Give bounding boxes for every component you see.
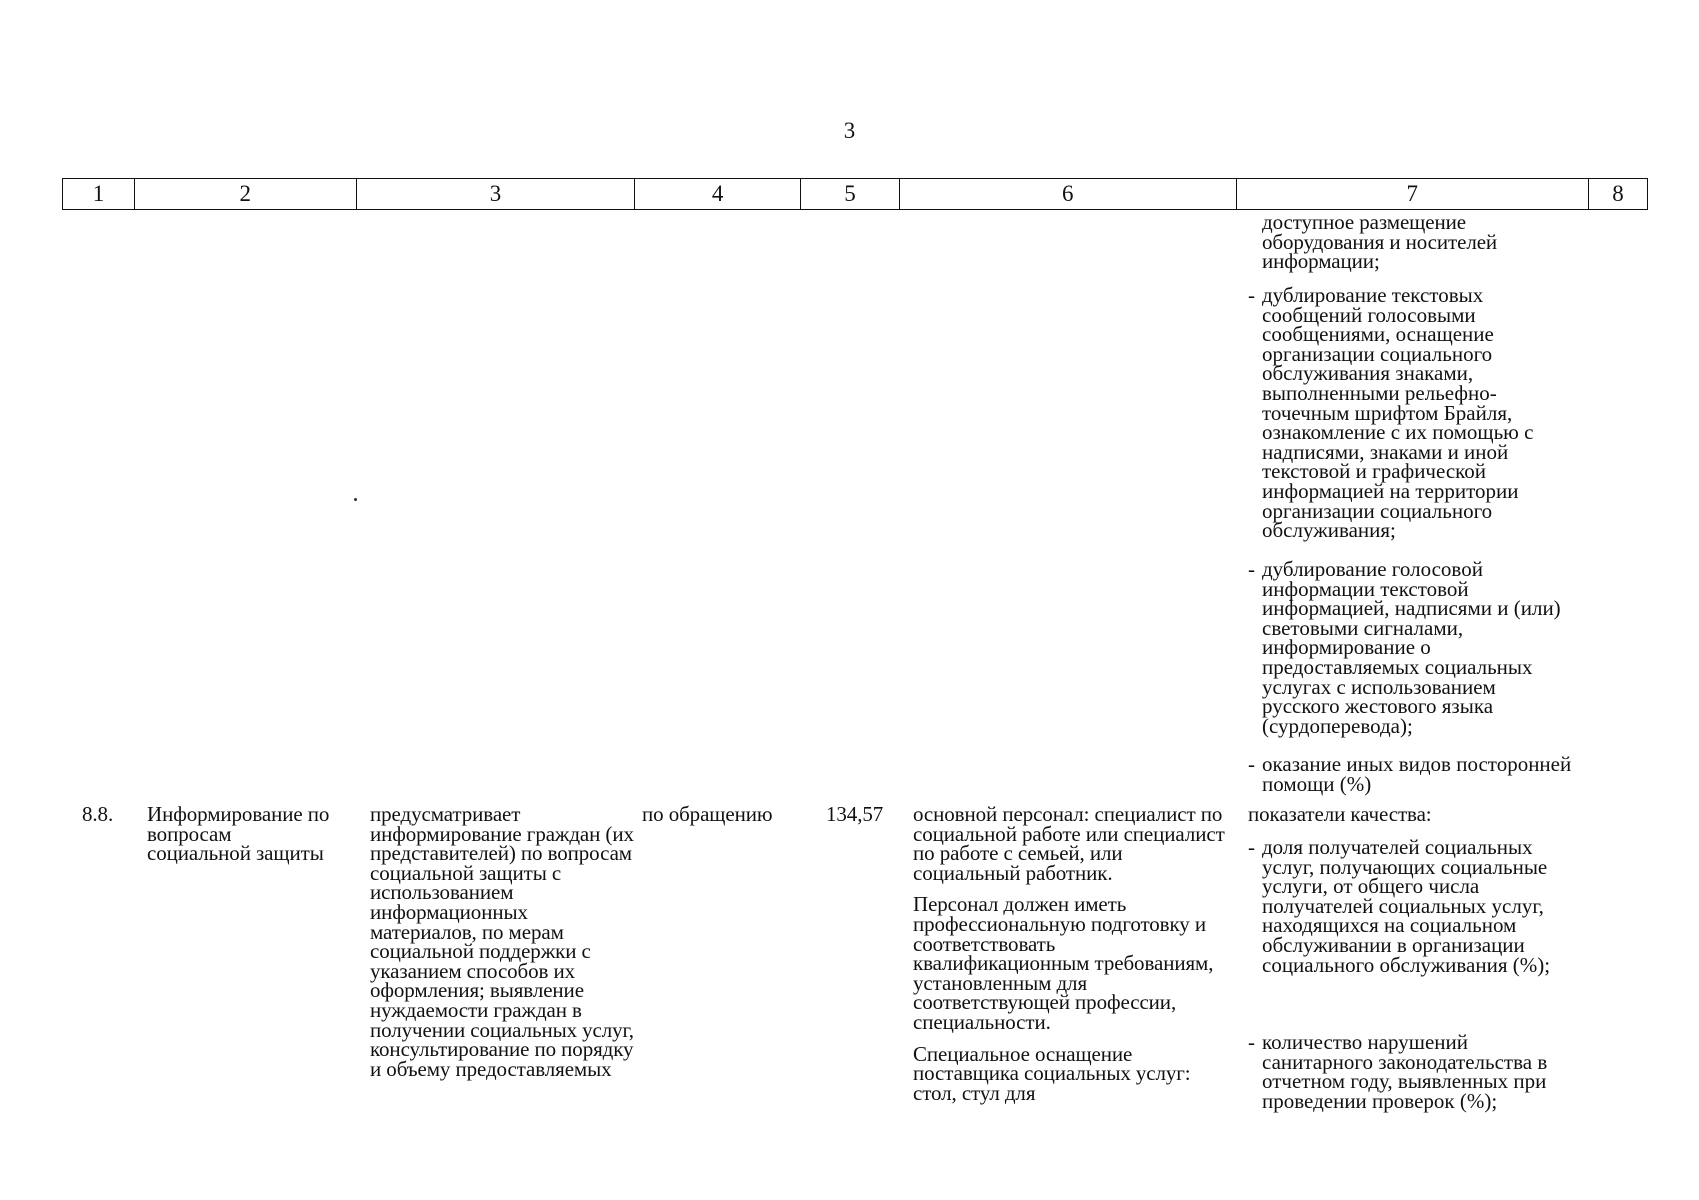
quality-title: показатели качества: bbox=[1248, 802, 1432, 826]
page-number: 3 bbox=[843, 118, 856, 143]
service-cost: 134,57 bbox=[826, 802, 884, 826]
quality-bullet-1-text: доля получателей социальных услуг, получающих социальные услуги, от общего числа получателей социальных услуг, находящихся на социальном обслуживании в организации социального обслуживания (%); bbox=[1262, 835, 1551, 977]
service-name: Информирование по вопросам социальной защиты bbox=[147, 802, 330, 866]
header-col-2: 2 bbox=[135, 179, 357, 209]
header-col-4: 4 bbox=[635, 179, 801, 209]
col7-continuation-text: доступное размещение оборудования и носителей информации; bbox=[1262, 210, 1498, 274]
col7-bullet-3-text: оказание иных видов посторонней помощи (%) bbox=[1262, 752, 1572, 796]
header-col-3: 3 bbox=[357, 179, 636, 209]
quality-bullet-2: - количество нарушений санитарного законодательства в отчетном году, выявленных при проведении проверок (%); bbox=[1248, 1033, 1578, 1111]
row-number: 8.8. bbox=[82, 802, 114, 826]
col7-bullet-3: - оказание иных видов посторонней помощи (%) bbox=[1248, 755, 1578, 794]
table-header-row bbox=[62, 178, 1648, 210]
scan-dot bbox=[354, 498, 357, 501]
staff-requirements bbox=[913, 802, 1233, 1105]
staff-paragraph-3: Специальное оснащение поставщика социальных услуг: стол, стул для bbox=[913, 1041, 1191, 1105]
col7-bullet-2-text: дублирование голосовой информации текстовой информацией, надписями и (или) световыми сигналами, информирование о предоставляемых социальных услугах с использованием русского жестового языка (сурдоперевода); bbox=[1262, 557, 1561, 738]
header-col-1: 1 bbox=[63, 179, 135, 209]
quality-bullet-2-text: количество нарушений санитарного законодательства в отчетном году, выявленных при проведении проверок (%); bbox=[1262, 1030, 1548, 1113]
staff-paragraph-2: Персонал должен иметь профессиональную подготовку и соответствовать квалификационным требованиям, установленным для соответствующей профессии, специальности. bbox=[913, 892, 1214, 1034]
header-col-6: 6 bbox=[900, 179, 1237, 209]
staff-paragraph-1: основной персонал: специалист по социальной работе или специалист по работе с семьей, или социальный работник. bbox=[913, 802, 1225, 885]
quality-bullet-1: - доля получателей социальных услуг, получающих социальные услуги, от общего числа получателей социальных услуг, находящихся на социальном обслуживании в организации социального обслуживания (%); bbox=[1248, 838, 1578, 975]
header-col-7: 7 bbox=[1237, 179, 1590, 209]
header-col-8: 8 bbox=[1612, 181, 1624, 206]
col7-bullet-2: - дублирование голосовой информации текстовой информацией, надписями и (или) световыми сигналами, информирование о предоставляемых социальных услугах с использованием русского жестового языка (сурдоперевода); bbox=[1248, 560, 1578, 736]
service-periodicity: по обращению bbox=[642, 802, 773, 826]
header-col-5: 5 bbox=[801, 179, 900, 209]
col7-bullet-1: - дублирование текстовых сообщений голосовыми сообщениями, оснащение организации социального обслуживания знаками, выполненными рельефно-точечным шрифтом Брайля, ознакомление с их помощью с надписями, знаками и иной текстовой и графической информацией на территории организации социального обслуживания; bbox=[1248, 286, 1578, 541]
service-description: предусматривает информирование граждан (их представителей) по вопросам социальной защиты с использованием информационных материалов, по мерам социальной поддержки с указанием способов их оформления; выявление нуждаемости граждан в получении социальных услуг, консультирование по порядку и объему предоставляемых bbox=[370, 802, 634, 1081]
col7-bullet-1-text: дублирование текстовых сообщений голосовыми сообщениями, оснащение организации социального обслуживания знаками, выполненными рельефно-точечным шрифтом Брайля, ознакомление с их помощью с надписями, знаками и иной текстовой и графической информацией на территории организации социального обслуживания; bbox=[1262, 283, 1534, 543]
